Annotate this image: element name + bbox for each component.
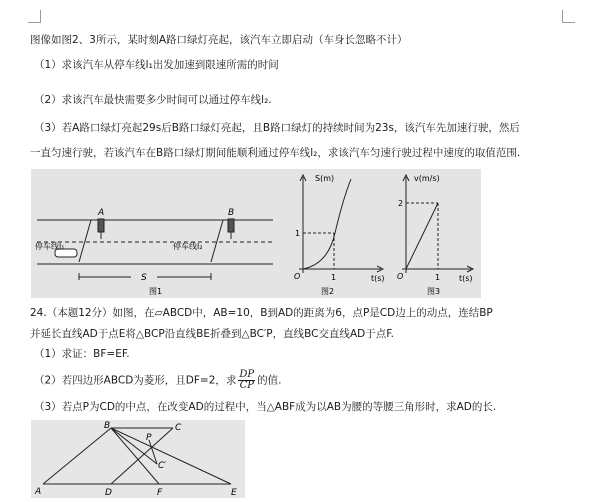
fraction-dp-over-cp	[238, 370, 255, 391]
geometry-svg	[31, 420, 245, 498]
fraction-denominator: CP	[239, 380, 254, 391]
question-24-part-2	[34, 370, 282, 391]
q24-part-2-tail: 的值.	[257, 374, 282, 387]
fig2-caption: 图2	[321, 287, 335, 296]
geo-label-d: D	[105, 488, 112, 498]
geo-label-c: C	[175, 423, 182, 433]
page-corner-mark-right	[562, 10, 575, 23]
figure-1	[37, 219, 273, 280]
fig2-y-label: S(m)	[315, 174, 335, 183]
fig3-x-tick: 1	[435, 273, 441, 282]
geo-label-p: P	[146, 433, 152, 443]
q24-part-2-text: （2）若四边形ABCD为菱形，且DF=2，求	[34, 374, 237, 387]
fig2-origin: O	[294, 272, 301, 281]
fig1-label-a: A	[98, 208, 105, 218]
fig3-caption: 图3	[427, 287, 441, 296]
fig1-stop-line-2: 停车线l₂	[173, 242, 203, 251]
geo-label-e: E	[231, 488, 237, 498]
text-line: 一直匀速行驶，若该汽车在B路口绿灯期间能顺利通过停车线l₂，求该汽车匀速行驶过程中速度的取值范围.	[30, 147, 521, 159]
fig3-x-label: t(s)	[459, 274, 473, 283]
fig3-origin: O	[397, 272, 404, 281]
fig2-y-tick: 1	[295, 229, 301, 238]
fig1-distance-s: S	[141, 273, 147, 283]
figure-strip-1-2-3	[31, 169, 481, 298]
question-24-part-1: （1）求证：BF=EF.	[34, 348, 130, 360]
geo-label-c-prime: C′	[158, 461, 167, 471]
fig2-x-tick: 1	[331, 273, 337, 282]
figure-geometry	[31, 420, 245, 498]
fraction-numerator: DP	[239, 369, 255, 380]
fig1-label-b: B	[228, 208, 235, 218]
geo-label-a: A	[35, 487, 42, 497]
figure-1-2-3-svg	[31, 169, 481, 298]
question-part-2: （2）求该汽车最快需要多少时间可以通过停车线l₂.	[34, 94, 272, 106]
geo-label-b: B	[104, 421, 111, 431]
text-line: 图像如图2、3所示，某时刻A路口绿灯亮起，该汽车立即启动（车身长忽略不计）	[30, 34, 408, 46]
fig3-y-tick: 2	[398, 199, 404, 208]
question-24-stem-cont: 并延长直线AD于点E将△BCP沿直线BE折叠到△BC′P，直线BC交直线AD于点F.	[30, 328, 394, 340]
question-24-stem: 24.（本题12分）如图，在▱ABCD中，AB=10，B到AD的距离为6，点P是CD边上的动点，连结BP	[30, 307, 493, 319]
fig2-x-label: t(s)	[371, 274, 385, 283]
fig1-caption: 图1	[149, 287, 163, 296]
fig1-stop-line-1: 停车线l₁	[35, 242, 65, 251]
figure-3	[402, 175, 473, 273]
fig3-y-label: v(m/s)	[414, 174, 440, 183]
question-part-3: （3）若A路口绿灯亮起29s后B路口绿灯亮起，且B路口绿灯的持续时间为23s，该汽车先加速行驶，然后	[34, 122, 520, 134]
page-corner-mark-left	[28, 10, 41, 23]
question-24-part-3: （3）若点P为CD的中点，在改变AD的过程中，当△ABF成为以AB为腰的等腰三角形时，求AD的长.	[34, 401, 497, 413]
geo-label-f: F	[157, 488, 163, 498]
figure-2	[299, 175, 383, 273]
question-part-1: （1）求该汽车从停车线l₁出发加速到限速所需的时间	[34, 59, 279, 71]
